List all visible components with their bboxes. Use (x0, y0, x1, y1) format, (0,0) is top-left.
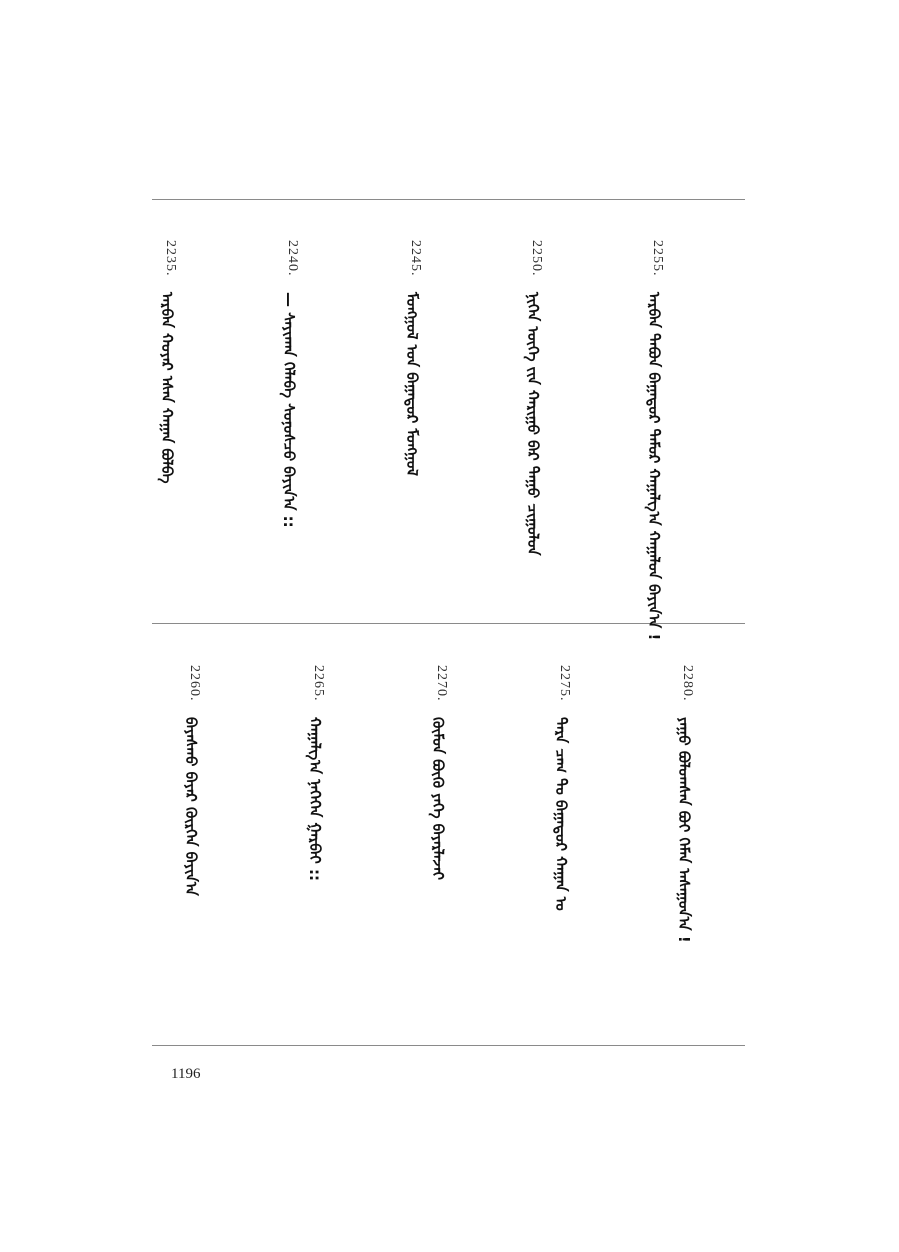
verse-text: ᠬᠦᠮᠦᠨ ᠪᠦᠬᠦ ᠶᠡᠭᠡ ᠪᠠᠶᠠᠷᠯᠠᠵᠠᠢ (429, 717, 447, 880)
verse-column (677, 665, 699, 1025)
verse-column (554, 665, 576, 1025)
verse-column (431, 665, 453, 1025)
page-number: 1196 (171, 1066, 201, 1082)
verse-text: ᠪᠠᠶᠠᠰᠬᠤ ᠪᠠᠶᠠᠷ ᠬᠦᠷᠭᠡᠨ ᠪᠠᠶᠢᠨ᠎ᠠ (182, 717, 200, 896)
verse-number: 2245. (408, 240, 423, 277)
verse-text: ᠠᠷᠪᠠᠨ ᠲᠠᠪᠤᠨ ᠪᠠᠭᠠᠲᠤᠷ ᠲᠡᠮᠦᠷ ᠬᠠᠭᠠᠯᠭ᠎ᠠ ᠬᠠᠭᠠᠯᠤᠨ ᠪᠠᠶᠢᠨ᠎ᠠ ! (645, 292, 663, 641)
verse-column (405, 240, 427, 600)
verse-text: ᠬᠠᠭᠠᠯᠭ᠎ᠠ ᠨᠡᠭᠡᠭᠡᠨ ᠭᠠᠷᠪᠠᠢ :: (306, 717, 324, 882)
verse-number: 2250. (529, 240, 544, 277)
verse-number: 2270. (434, 665, 449, 702)
verse-column (160, 240, 182, 600)
verse-number: 2260. (187, 665, 202, 702)
verse-column (526, 240, 548, 600)
top-rule (152, 199, 745, 200)
verse-text: ᠶᠠᠭᠤ ᠪᠣᠯᠤᠭᠰᠠᠨ ᠪᠤᠢ ᠬᠡᠮᠡᠨ ᠠᠰᠠᠭᠤᠨ᠎ᠠ ! (675, 717, 693, 943)
verse-text: ᠨᠢᠭᠡᠨ ᠦᠭᠡ ᠵᠢᠨ ᠬᠠᠷᠢᠭᠤ ᠪᠠᠷ ᠳᠠᠭᠤ ᠴᠢᠭᠤᠯᠤᠨ (524, 292, 542, 556)
verse-text: ᠮᠣᠩᠭᠣᠯ ᠤᠨ ᠪᠠᠭᠠᠲᠤᠷ ᠮᠣᠩᠭᠣᠯ (403, 292, 421, 476)
verse-column (184, 665, 206, 1025)
verse-text: — ᠰᠠᠶᠢᠬᠠᠨ ᠬᠡᠯᠡᠪᠡ ᠰᠣᠨᠣᠰᠴᠤ ᠪᠠᠶᠢᠨ᠎ᠠ :: (280, 292, 298, 528)
verse-text: ᠠᠷᠪᠠᠨ ᠬᠣᠶᠠᠷ ᠡᠰᠡᠨ ᠬᠠᠭᠠᠨ ᠪᠣᠯᠪᠠ (158, 292, 176, 484)
verse-number: 2255. (650, 240, 665, 277)
bottom-text-block (152, 655, 745, 1035)
verse-number: 2235. (163, 240, 178, 277)
top-text-block (152, 230, 745, 641)
verse-number: 2275. (557, 665, 572, 702)
verse-number: 2240. (285, 240, 300, 277)
verse-column (282, 240, 304, 600)
verse-column (308, 665, 330, 1025)
verse-number: 2265. (311, 665, 326, 702)
bottom-rule (152, 1045, 745, 1046)
verse-column (645, 240, 669, 641)
verse-number: 2280. (680, 665, 695, 702)
verse-text: ᠲᠡᠷᠡ ᠴᠠᠭ ᠲᠤ ᠪᠠᠭᠠᠲᠤᠷ ᠬᠠᠭᠠᠨ ᠤ (552, 717, 570, 911)
